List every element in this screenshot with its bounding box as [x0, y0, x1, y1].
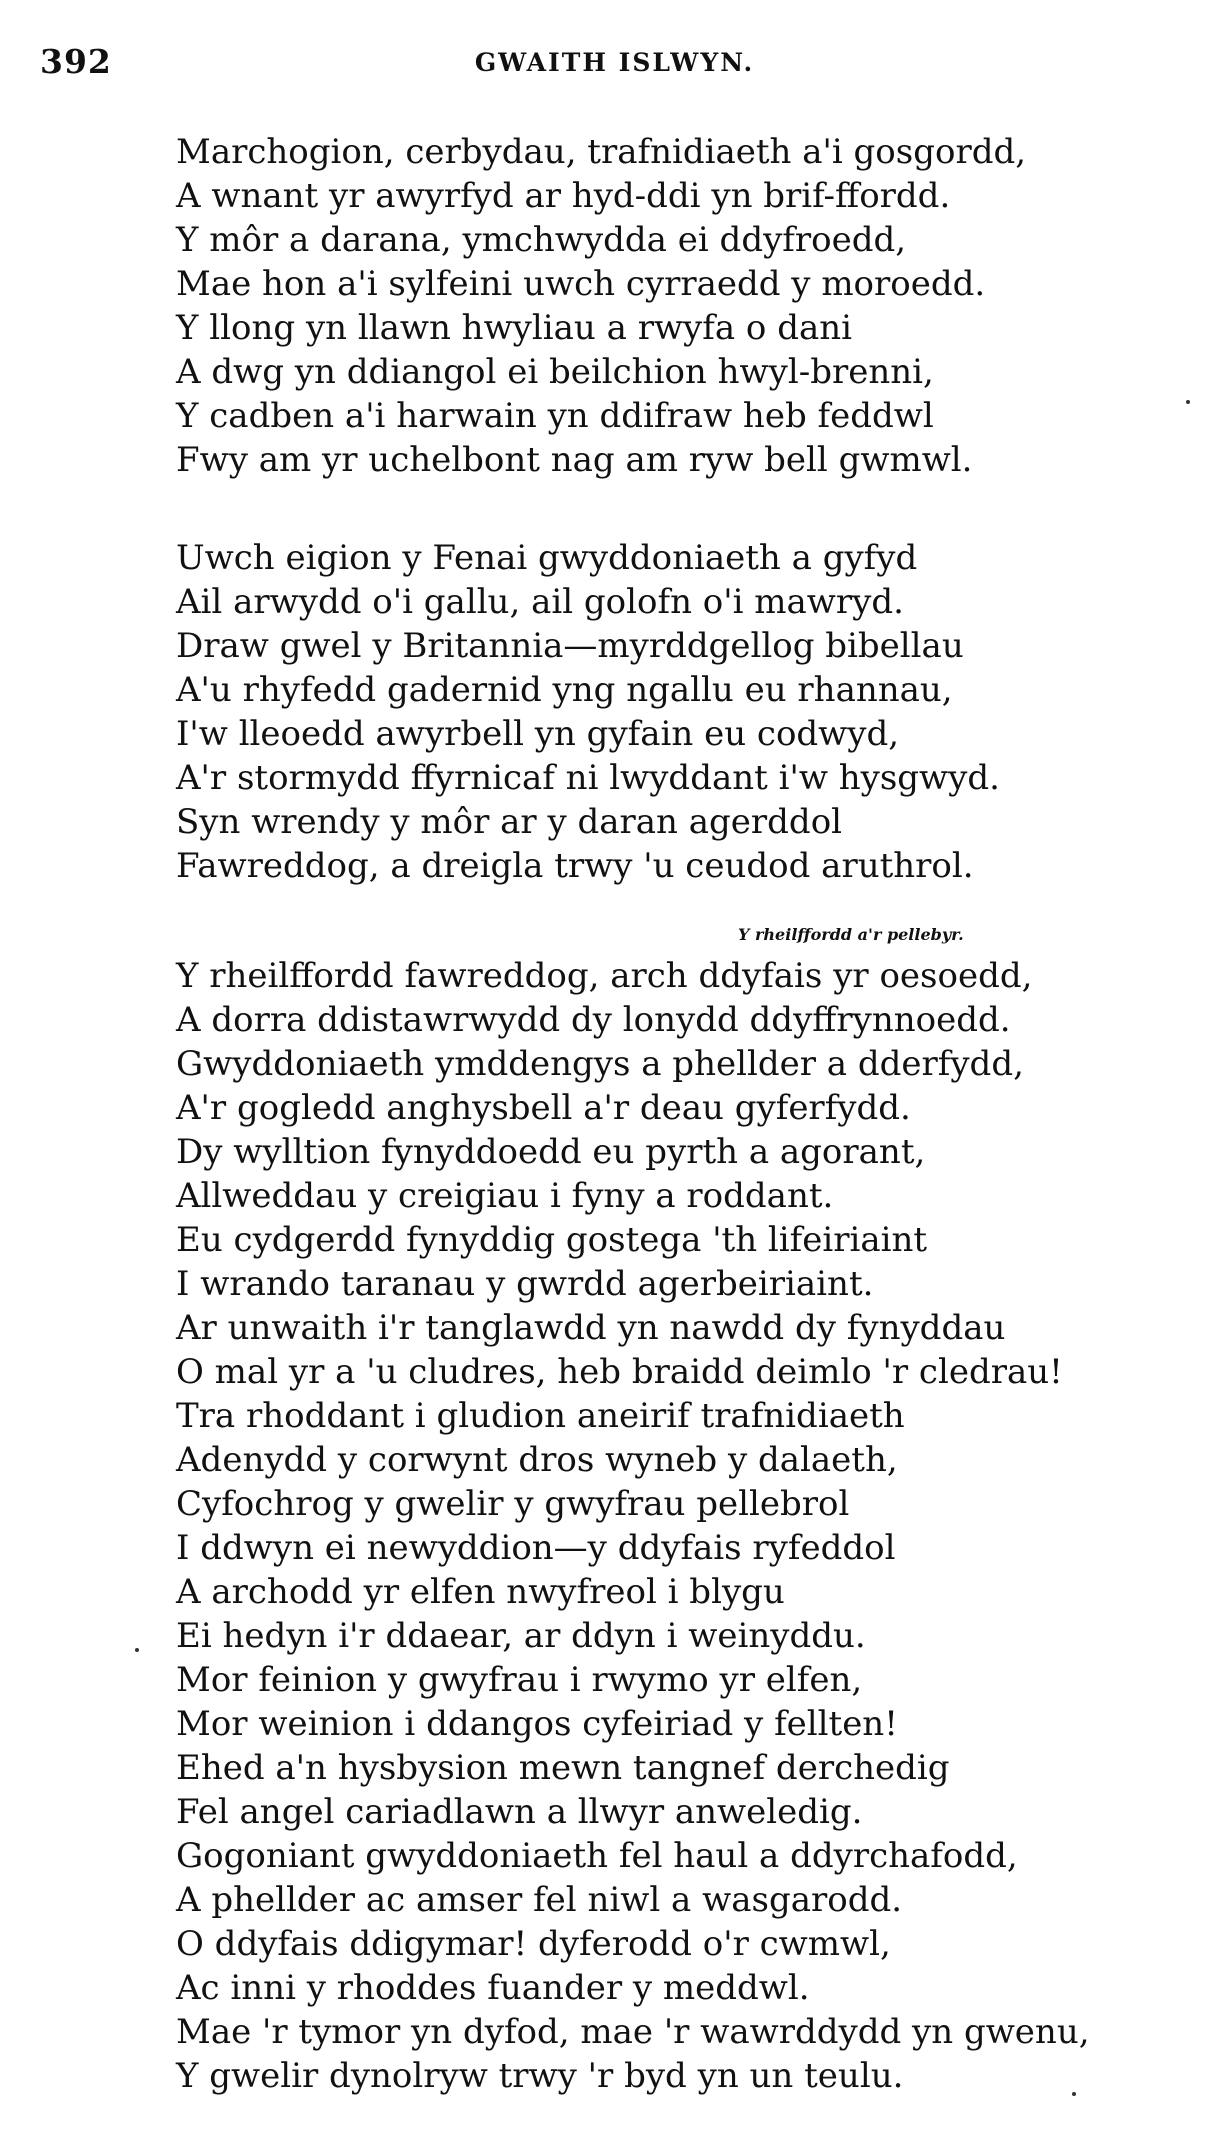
poem-line: A'u rhyfedd gadernid yng ngallu eu rhannau,: [176, 670, 953, 710]
poem-line: A phellder ac amser fel niwl a wasgarodd.: [176, 1880, 903, 1920]
poem-line: A wnant yr awyrfyd ar hyd-ddi yn brif-ffordd.: [176, 176, 951, 216]
poem-line: A dorra ddistawrwydd dy lonydd ddyffrynnoedd.: [176, 1000, 1011, 1040]
poem-line: Ehed a'n hysbysion mewn tangnef derchedig: [176, 1748, 950, 1788]
poem-line: Y llong yn llawn hwyliau a rwyfa o dani: [176, 308, 852, 348]
poem-line: I'w lleoedd awyrbell yn gyfain eu codwyd,: [176, 714, 900, 754]
poem-line: Mae 'r tymor yn dyfod, mae 'r wawrddydd yn gwenu,: [176, 2012, 1090, 2052]
poem-body: [176, 130, 1196, 2098]
poem-line: Y gwelir dynolryw trwy 'r byd yn un teulu.: [176, 2056, 904, 2096]
print-speck: [135, 1648, 139, 1652]
poem-line: Draw gwel y Britannia—myrddgellog bibellau: [176, 626, 964, 666]
stanza-1: [176, 130, 1196, 482]
poem-line: Mae hon a'i sylfeini uwch cyrraedd y moroedd.: [176, 264, 986, 304]
poem-line: Fawreddog, a dreigla trwy 'u ceudod aruthrol.: [176, 846, 974, 886]
poem-line: Mor weinion i ddangos cyfeiriad y fellten!: [176, 1704, 898, 1744]
print-speck: [1186, 400, 1190, 404]
side-note: Y rheilffordd a'r pellebyr.: [738, 925, 964, 944]
poem-line: Y cadben a'i harwain yn ddifraw heb feddwl: [176, 396, 934, 436]
running-head: GWAITH ISLWYN.: [474, 48, 755, 77]
poem-line: Ar unwaith i'r tanglawdd yn nawdd dy fynyddau: [176, 1308, 1006, 1348]
poem-line: Ei hedyn i'r ddaear, ar ddyn i weinyddu.: [176, 1616, 866, 1656]
stanza-3: [176, 954, 1196, 2098]
poem-line: Fwy am yr uchelbont nag am ryw bell gwmwl.: [176, 440, 973, 480]
poem-line: Allweddau y creigiau i fyny a roddant.: [176, 1176, 834, 1216]
poem-line: Fel angel cariadlawn a llwyr anweledig.: [176, 1792, 863, 1832]
poem-line: Tra rhoddant i gludion aneirif trafnidiaeth: [176, 1396, 905, 1436]
page-number: 392: [40, 42, 112, 81]
poem-line: Marchogion, cerbydau, trafnidiaeth a'i gosgordd,: [176, 132, 1027, 172]
poem-line: Uwch eigion y Fenai gwyddoniaeth a gyfyd: [176, 538, 918, 578]
print-speck: [1072, 2092, 1076, 2096]
poem-line: Cyfochrog y gwelir y gwyfrau pellebrol: [176, 1484, 850, 1524]
poem-line: A archodd yr elfen nwyfreol i blygu: [176, 1572, 785, 1612]
poem-line: I wrando taranau y gwrdd agerbeiriaint.: [176, 1264, 874, 1304]
poem-line: A dwg yn ddiangol ei beilchion hwyl-brenni,: [176, 352, 934, 392]
poem-line: Eu cydgerdd fynyddig gostega 'th lifeiriaint: [176, 1220, 928, 1260]
poem-line: Dy wylltion fynyddoedd eu pyrth a agorant,: [176, 1132, 926, 1172]
poem-line: Gogoniant gwyddoniaeth fel haul a ddyrchafodd,: [176, 1836, 1018, 1876]
poem-line: Ail arwydd o'i gallu, ail golofn o'i mawryd.: [176, 582, 904, 622]
poem-line: Mor feinion y gwyfrau i rwymo yr elfen,: [176, 1660, 863, 1700]
poem-line: Ac inni y rhoddes fuander y meddwl.: [176, 1968, 810, 2008]
poem-line: O mal yr a 'u cludres, heb braidd deimlo 'r cledrau!: [176, 1352, 1063, 1392]
poem-line: Adenydd y corwynt dros wyneb y dalaeth,: [176, 1440, 898, 1480]
poem-line: Gwyddoniaeth ymddengys a phellder a dderfydd,: [176, 1044, 1024, 1084]
poem-line: Y môr a darana, ymchwydda ei ddyfroedd,: [176, 220, 907, 260]
poem-line: A'r gogledd anghysbell a'r deau gyferfydd.: [176, 1088, 911, 1128]
stanza-2: [176, 536, 1196, 888]
poem-line: I ddwyn ei newyddion—y ddyfais ryfeddol: [176, 1528, 896, 1568]
poem-line: Y rheilffordd fawreddog, arch ddyfais yr oesoedd,: [176, 956, 1033, 996]
poem-line: O ddyfais ddigymar! dyferodd o'r cwmwl,: [176, 1924, 891, 1964]
poem-line: Syn wrendy y môr ar y daran agerddol: [176, 802, 843, 842]
poem-line: A'r stormydd ffyrnicaf ni lwyddant i'w hysgwyd.: [176, 758, 1000, 798]
